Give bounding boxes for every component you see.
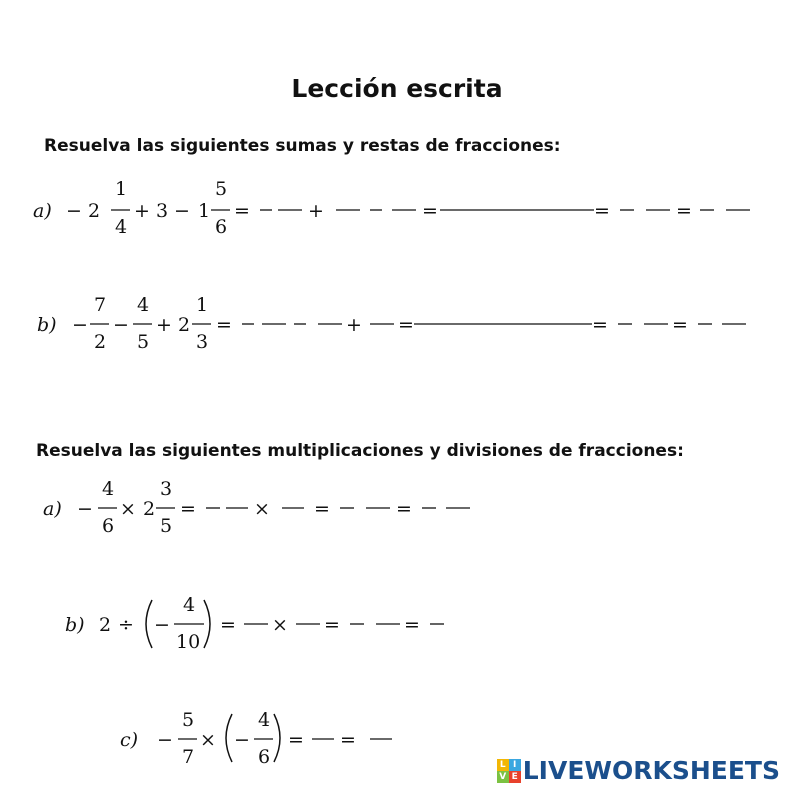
exercise-2a [43, 478, 470, 537]
minus-sign: − [72, 314, 88, 336]
times-sign: × [120, 498, 136, 520]
equals-sign: = [234, 200, 250, 222]
logo-letter: L [497, 759, 509, 771]
exercise-label: b) [37, 314, 57, 336]
liveworksheets-icon [497, 759, 521, 783]
equals-sign: = [220, 614, 236, 636]
equals-sign: = [396, 498, 412, 520]
minus-sign: − [174, 200, 190, 222]
denominator: 6 [258, 746, 271, 768]
left-paren [146, 600, 152, 648]
whole-number: 2 [99, 614, 112, 636]
equals-sign: = [324, 614, 340, 636]
plus-sign: + [134, 200, 150, 222]
denominator: 5 [160, 515, 173, 537]
minus-sign: − [113, 314, 129, 336]
page-title: Lección escrita [291, 74, 503, 103]
numerator: 7 [94, 294, 107, 316]
left-paren [226, 714, 232, 762]
equals-sign: = [398, 314, 414, 336]
numerator: 4 [102, 478, 115, 500]
plus-sign: + [156, 314, 172, 336]
denominator: 2 [94, 331, 107, 353]
numerator: 3 [160, 478, 173, 500]
numerator: 4 [183, 594, 196, 616]
exercise-label: b) [65, 614, 85, 636]
equals-sign: = [288, 729, 304, 751]
right-paren [204, 600, 210, 648]
exercise-2c [120, 709, 392, 768]
right-paren [274, 714, 280, 762]
minus-sign: − [77, 498, 93, 520]
times-sign: × [254, 498, 270, 520]
denominator: 7 [182, 746, 195, 768]
numerator: 5 [182, 709, 195, 731]
equals-sign: = [592, 314, 608, 336]
whole-number: 1 [198, 200, 211, 222]
exercise-label: a) [33, 200, 52, 222]
denominator: 10 [176, 631, 201, 653]
exercise-label: a) [43, 498, 62, 520]
brand-text: LIVEWORKSHEETS [522, 756, 780, 785]
equals-sign: = [594, 200, 610, 222]
logo-letter: E [509, 771, 521, 783]
equals-sign: = [340, 729, 356, 751]
whole-number: 2 [178, 314, 191, 336]
equals-sign: = [216, 314, 232, 336]
denominator: 4 [115, 216, 128, 238]
equals-sign: = [180, 498, 196, 520]
numerator: 1 [115, 178, 128, 200]
times-sign: × [272, 614, 288, 636]
times-sign: × [200, 729, 216, 751]
exercise-1b [37, 294, 746, 353]
liveworksheets-logo [497, 756, 780, 785]
divide-sign: ÷ [118, 614, 134, 636]
equals-sign: = [404, 614, 420, 636]
logo-letter: V [497, 771, 509, 783]
minus-sign: − [157, 729, 173, 751]
numerator: 4 [137, 294, 150, 316]
whole-number: 2 [143, 498, 156, 520]
equals-sign: = [676, 200, 692, 222]
logo-letter: I [509, 759, 521, 771]
plus-sign: + [346, 314, 362, 336]
equals-sign: = [422, 200, 438, 222]
instruction-products: Resuelva las siguientes multiplicaciones y divisiones de fracciones: [36, 441, 684, 461]
whole-number: 3 [156, 200, 169, 222]
equals-sign: = [314, 498, 330, 520]
denominator: 6 [215, 216, 228, 238]
exercise-2b [65, 594, 444, 653]
numerator: 1 [196, 294, 209, 316]
denominator: 5 [137, 331, 150, 353]
minus-sign: − [66, 200, 82, 222]
instruction-sums: Resuelva las siguientes sumas y restas de fracciones: [44, 136, 561, 156]
minus-sign: − [154, 614, 170, 636]
denominator: 3 [196, 331, 209, 353]
exercise-1a [33, 178, 750, 238]
whole-number: 2 [88, 200, 101, 222]
exercise-label: c) [120, 729, 139, 751]
numerator: 5 [215, 178, 228, 200]
minus-sign: − [234, 729, 250, 751]
plus-sign: + [308, 200, 324, 222]
equals-sign: = [672, 314, 688, 336]
numerator: 4 [258, 709, 271, 731]
denominator: 6 [102, 515, 115, 537]
